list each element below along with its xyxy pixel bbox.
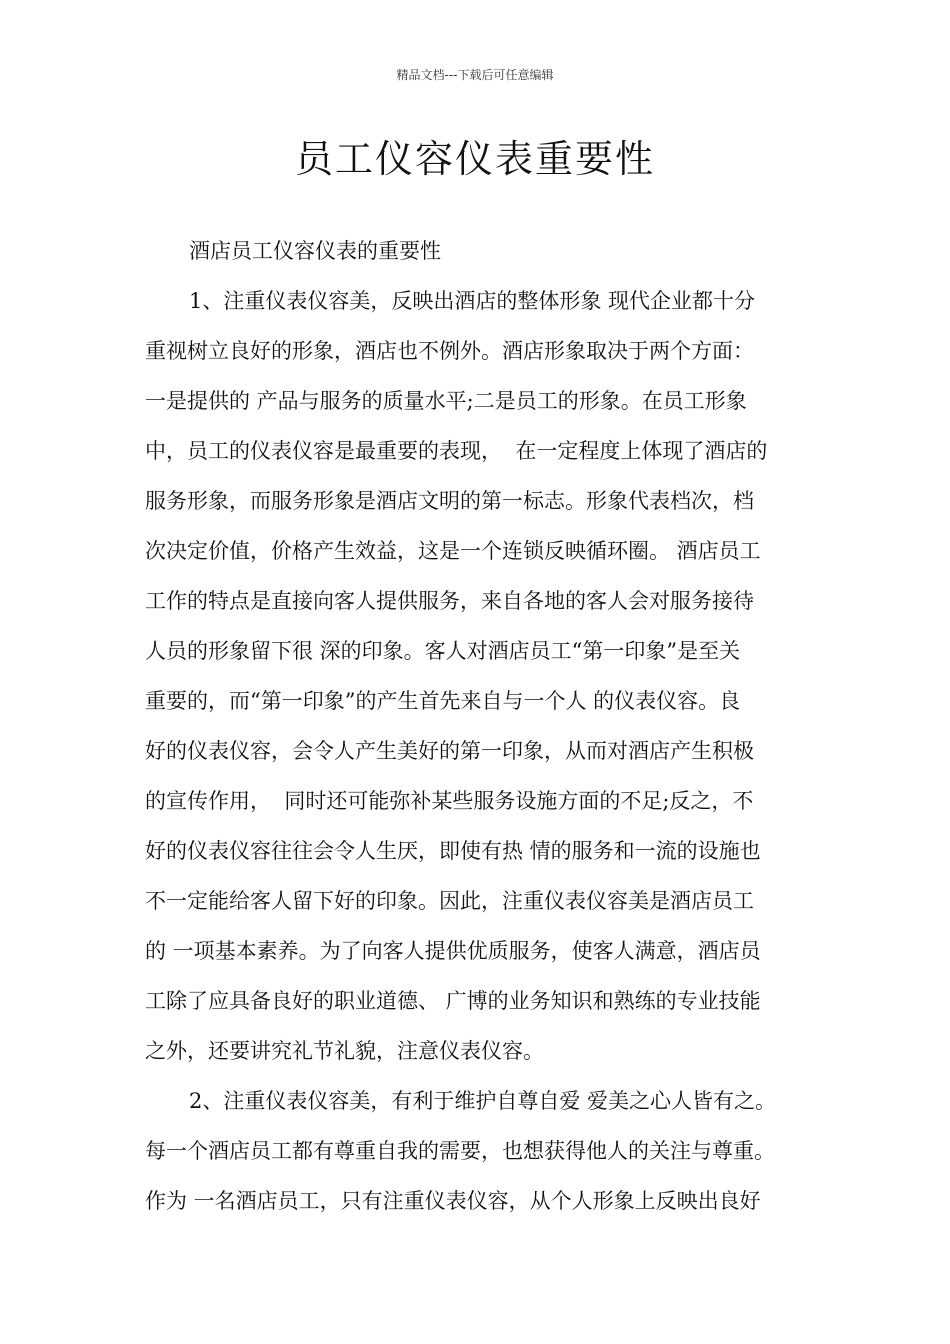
- paragraph-line: 好的仪表仪容，会令人产生美好的第一印象，从而对酒店产生积极: [145, 739, 754, 763]
- paragraph-line: 中，员工的仪表仪容是最重要的表现， 在一定程度上体现了酒店的: [145, 439, 768, 463]
- paragraph-line: 重视树立良好的形象，酒店也不例外。酒店形象取决于两个方面：: [145, 339, 754, 363]
- paragraph-line: 的 一项基本素养。为了向客人提供优质服务，使客人满意，酒店员: [145, 939, 761, 963]
- document-body: [145, 234, 809, 1234]
- paragraph-line: 之外，还要讲究礼节礼貌，注意仪表仪容。: [145, 1039, 544, 1063]
- paragraph-line: 的宣传作用， 同时还可能弥补某些服务设施方面的不足;反之，不: [145, 789, 754, 813]
- document-title: 员工仪容仪表重要性: [294, 137, 655, 181]
- paragraph-line: 2、注重仪表仪容美，有利于维护自尊自爱 爱美之心人皆有之。: [189, 1089, 777, 1113]
- paragraph-line: 工作的特点是直接向客人提供服务，来自各地的客人会对服务接待: [145, 589, 754, 613]
- subtitle-line: 酒店员工仪容仪表的重要性: [189, 239, 441, 263]
- paragraph-line: 服务形象，而服务形象是酒店文明的第一标志。形象代表档次，档: [145, 489, 754, 513]
- paragraph-line: 工除了应具备良好的职业道德、 广博的业务知识和熟练的专业技能: [145, 989, 761, 1013]
- paragraph-line: 1、注重仪表仪容美，反映出酒店的整体形象 现代企业都十分: [189, 289, 756, 313]
- paragraph-line: 不一定能给客人留下好的印象。因此，注重仪表仪容美是酒店员工: [145, 889, 754, 913]
- page-header: 精品文档---下载后可任意编辑: [396, 68, 554, 82]
- paragraph-line: 每一个酒店员工都有尊重自我的需要，也想获得他人的关注与尊重。: [145, 1139, 775, 1163]
- paragraph-line: 重要的，而“第一印象”的产生首先来自与一个人 的仪表仪容。良: [145, 689, 741, 713]
- paragraph-line: 作为 一名酒店员工，只有注重仪表仪容，从个人形象上反映出良好: [145, 1189, 761, 1213]
- paragraph-line: 次决定价值，价格产生效益，这是一个连锁反映循环圈。 酒店员工: [145, 539, 761, 563]
- paragraph-line: 好的仪表仪容往往会令人生厌，即使有热 情的服务和一流的设施也: [145, 839, 761, 863]
- paragraph-line: 人员的形象留下很 深的印象。客人对酒店员工“第一印象”是至关: [145, 639, 741, 663]
- paragraph-line: 一是提供的 产品与服务的质量水平;二是员工的形象。在员工形象: [145, 389, 747, 413]
